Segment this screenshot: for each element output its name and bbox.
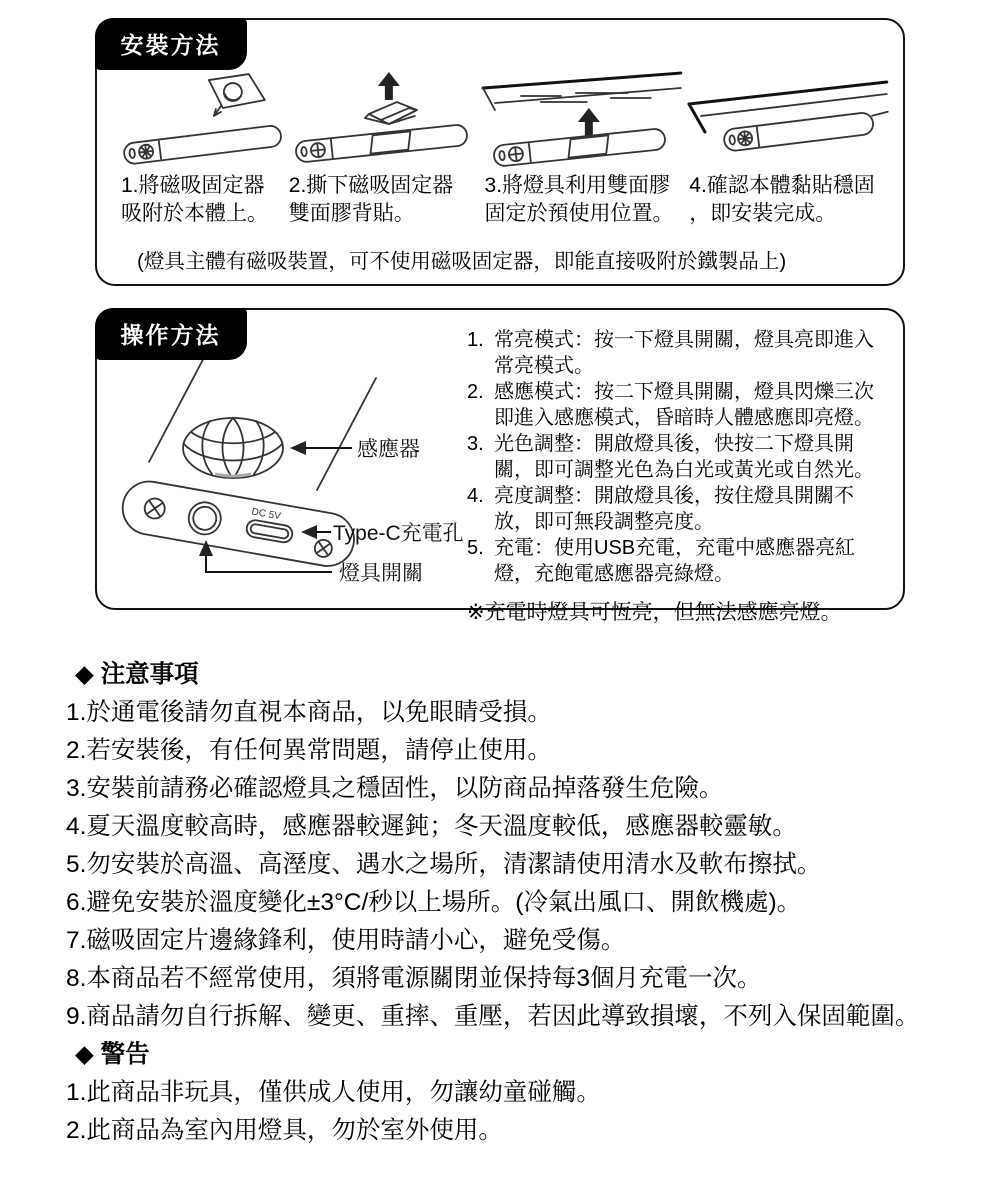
light-bar-icon — [123, 125, 282, 165]
installation-step-1 — [117, 70, 285, 228]
screw-icon — [313, 539, 333, 559]
sensor-dome — [183, 418, 283, 478]
notice-item: 4.夏天溫度較高時，感應器較遲鈍；冬天溫度較低，感應器較靈敏。 — [66, 813, 797, 840]
light-bar-icon — [295, 124, 468, 163]
operation-item: 5. 充電：使用USB充電，充電中感應器亮紅燈，充飽電感應器亮綠燈。 — [467, 537, 856, 585]
type-c-port — [245, 506, 296, 544]
port-label: Type-C充電孔 — [333, 522, 464, 545]
step2-illustration — [285, 70, 481, 170]
light-bar-icon — [493, 128, 666, 167]
operation-item: 3. 光色調整：開啟燈具後，快按二下燈具開關，即可調整光色為白光或黃光或自然光。 — [467, 433, 874, 481]
step1-caption: 1.將磁吸固定器 吸附於本體上。 — [121, 174, 268, 225]
power-button — [186, 500, 223, 537]
device-body — [149, 350, 376, 490]
installation-step-4 — [685, 70, 891, 228]
step3-illustration — [481, 70, 686, 170]
sensor-leader-arrow — [290, 438, 420, 461]
notice-item: 3.安裝前請務必確認燈具之穩固性，以防商品掉落發生危險。 — [66, 775, 724, 802]
sensor-label: 感應器 — [357, 438, 420, 461]
step2-caption: 2.撕下磁吸固定器 雙面膠背貼。 — [288, 174, 454, 225]
switch-leader-arrow — [199, 540, 423, 585]
peeled-tape-icon — [365, 102, 417, 124]
operation-instructions — [467, 324, 889, 626]
port-marking: DC 5V — [250, 506, 282, 523]
step1-illustration — [117, 70, 285, 170]
switch-label: 燈具開關 — [339, 562, 423, 585]
operation-item: 4. 亮度調整：開啟燈具後，按住燈具開關不放，即可無段調整亮度。 — [467, 485, 854, 533]
notice-item: 6.避免安裝於溫度變化±3°C/秒以上場所。(冷氣出風口、開飲機處)。 — [66, 889, 802, 916]
operation-tab — [95, 308, 247, 360]
notice-item: 8.本商品若不經常使用，須將電源關閉並保持每3個月充電一次。 — [66, 965, 762, 992]
notice-item: 9.商品請勿自行拆解、變更、重摔、重壓，若因此導致損壞，不列入保固範圍。 — [66, 1003, 920, 1030]
step4-illustration — [685, 70, 891, 170]
step3-caption: 3.將燈具利用雙面膠 固定於預使用位置。 — [484, 174, 674, 225]
notices-title: ◆ 注意事項 — [75, 661, 199, 688]
installation-step-3 — [481, 70, 686, 228]
notice-item: 5.勿安裝於高溫、高溼度、遇水之場所，清潔請使用清水及軟布擦拭。 — [66, 851, 822, 878]
notices-section — [66, 656, 956, 1150]
shelf-icon — [689, 82, 887, 132]
operation-tab-label: 操作方法 — [120, 321, 221, 348]
installation-tab — [95, 18, 247, 70]
installation-section — [95, 18, 905, 286]
warning-item: 2.此商品為室內用燈具，勿於室外使用。 — [66, 1117, 503, 1144]
notice-item: 2.若安裝後，有任何異常問題，請停止使用。 — [66, 737, 552, 764]
installation-tab-label: 安裝方法 — [120, 31, 221, 58]
warning-item: 1.此商品非玩具，僅供成人使用，勿讓幼童碰觸。 — [66, 1079, 601, 1106]
operation-note: ※充電時燈具可恆亮，但無法感應亮燈。 — [467, 601, 842, 624]
device-diagram-svg — [111, 340, 467, 602]
device-end-cap — [119, 477, 359, 570]
warnings-title: ◆ 警告 — [75, 1041, 150, 1068]
port-leader-arrow — [301, 522, 464, 545]
installation-note: (燈具主體有磁吸裝置，可不使用磁吸固定器，即能直接吸附於鐵製品上) — [137, 250, 787, 273]
operation-item: 2. 感應模式：按二下燈具開關，燈具閃爍三次即進入感應模式，昏暗時人體感應即亮燈。 — [467, 381, 874, 429]
up-arrow-icon — [577, 108, 599, 136]
screw-icon — [143, 497, 166, 520]
notice-item: 7.磁吸固定片邊緣鋒利，使用時請小心，避免受傷。 — [66, 927, 626, 954]
operation-item: 1. 常亮模式：按一下燈具開關，燈具亮即進入常亮模式。 — [467, 329, 874, 377]
device-diagram — [111, 321, 467, 626]
up-arrow-icon — [378, 72, 400, 100]
operation-section — [95, 308, 905, 624]
light-bar-icon — [723, 110, 890, 152]
installation-step-2 — [285, 70, 481, 228]
magnet-plate-icon — [209, 74, 265, 116]
notice-item: 1.於通電後請勿直視本商品，以免眼睛受損。 — [66, 699, 552, 726]
step4-caption: 4.確認本體黏貼穩固 ，即安裝完成。 — [689, 174, 875, 225]
shelf-icon — [483, 73, 681, 110]
